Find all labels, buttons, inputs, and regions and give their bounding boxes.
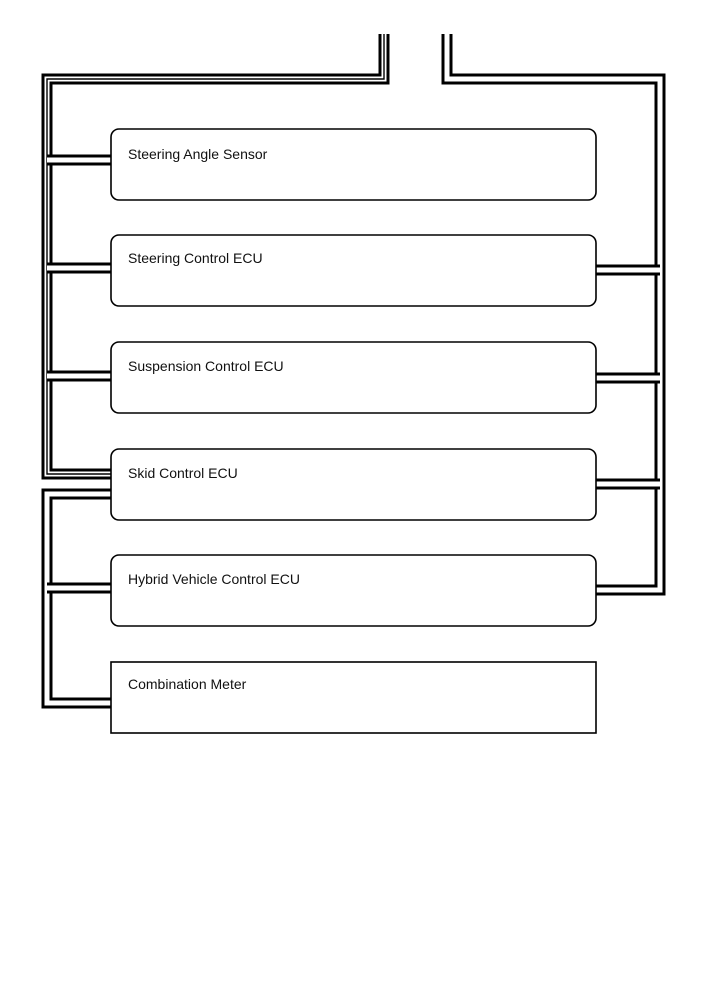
- node-label: Skid Control ECU: [128, 465, 238, 481]
- node-label: Steering Control ECU: [128, 250, 263, 266]
- node-label: Suspension Control ECU: [128, 358, 284, 374]
- node-hybrid-vehicle-control-ecu: [111, 555, 596, 626]
- node-label: Hybrid Vehicle Control ECU: [128, 571, 300, 587]
- node-suspension-control-ecu: [111, 342, 596, 413]
- node-steering-control-ecu: [111, 235, 596, 306]
- node-label: Combination Meter: [128, 676, 247, 692]
- node-steering-angle-sensor: [111, 129, 596, 200]
- left-lower-bus-line: [47, 494, 112, 703]
- node-skid-control-ecu: [111, 449, 596, 520]
- node-label: Steering Angle Sensor: [128, 146, 268, 162]
- node-combination-meter: [111, 662, 596, 733]
